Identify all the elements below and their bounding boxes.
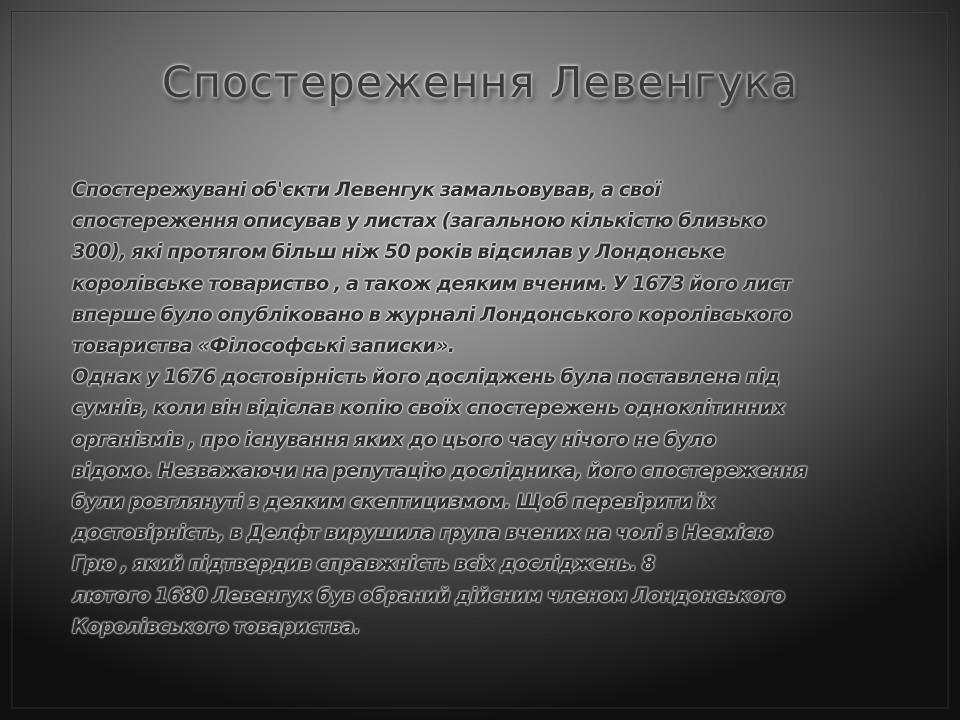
text-line: були розглянуті з деяким скептицизмом. Щоб перевірити їх [72, 490, 715, 514]
text-line: Однак у 1676 достовірність його досліджень була поставлена під [72, 365, 780, 389]
text-line: спостереження описував у листах (загальною кількістю близько [72, 209, 766, 233]
text-line: товариства «Філософські записки». [72, 334, 455, 358]
text-line: Королівського товариства. [72, 614, 361, 638]
text-line: Грю , який підтвердив справжність всіх досліджень. 8 [72, 552, 655, 576]
text-line: вперше було опубліковано в журналі Лондонського королівського [72, 302, 792, 326]
text-line: 300), які протягом більш ніж 50 років відсилав у Лондонське [72, 240, 725, 264]
slide-title: Спостереження Левенгука [161, 58, 799, 108]
text-line: Спостережувані об'єкти Левенгук замальовував, а свої [72, 178, 661, 201]
text-line: відомо. Незважаючи на репутацію дослідника, його спостереження [72, 458, 807, 482]
text-line: організмів , про існування яких до цього часу нічого не було [72, 427, 716, 451]
text-line: сумнів, коли він відіслав копію своїх спостережень одноклітинних [72, 396, 785, 420]
text-line: достовірність, в Делфт вирушила група вчених на чолі з Неємією [72, 521, 773, 545]
slide-body-text [72, 174, 892, 642]
text-line: королівське товариство , а також деяким вченим. У 1673 його лист [72, 271, 792, 295]
text-line: лютого 1680 Левенгук був обраний дійсним членом Лондонського [72, 583, 785, 607]
